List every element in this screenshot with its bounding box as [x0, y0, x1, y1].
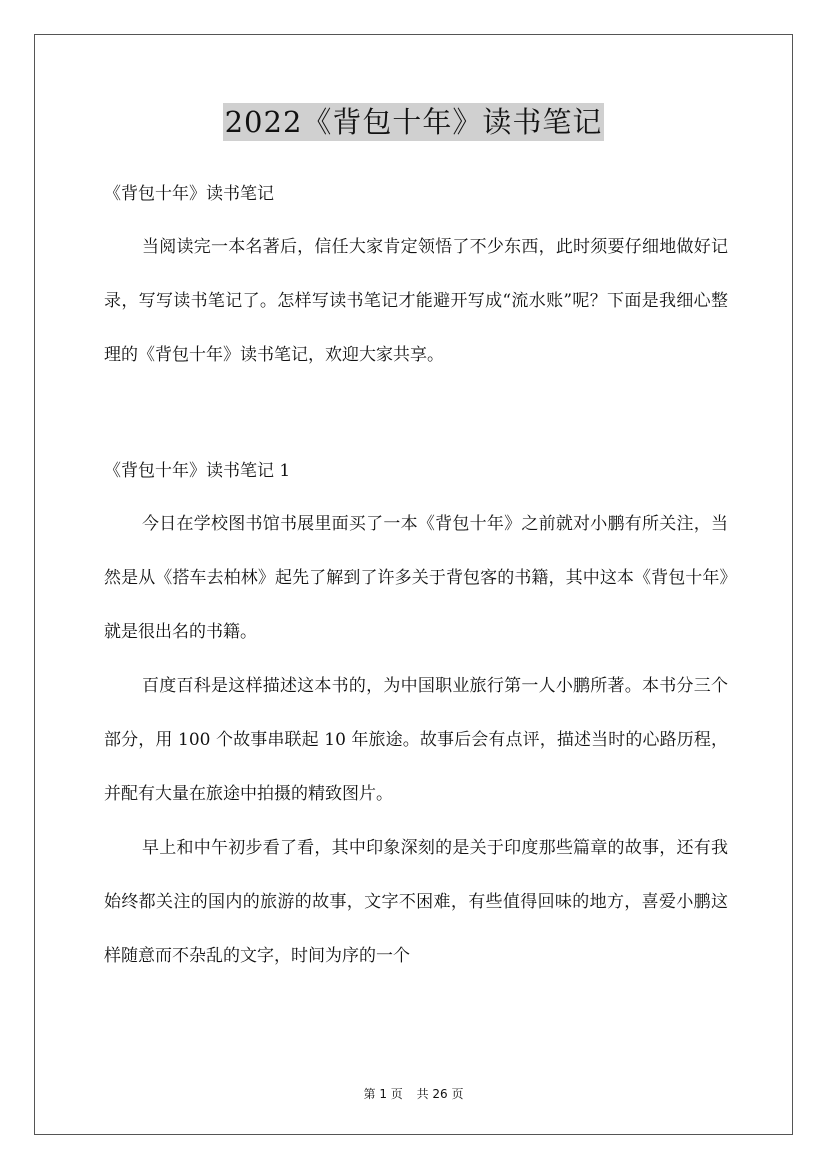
- page-number: 第 1 页: [363, 1087, 403, 1101]
- body-paragraph: 早上和中午初步看了看，其中印象深刻的是关于印度那些篇章的故事，还有我始终都关注的国内的旅游的故事，文字不困难，有些值得回味的地方，喜爱小鹏这样随意而不杂乱的文字，时间为序的一个: [104, 838, 728, 966]
- section-spacer: [104, 382, 728, 442]
- section-heading: 《背包十年》读书笔记 1: [104, 461, 291, 481]
- document-title: [0, 100, 827, 141]
- document-title-text: 2022《背包十年》读书笔记: [224, 105, 603, 139]
- body-paragraph: 今日在学校图书馆书展里面买了一本《背包十年》之前就对小鹏有所关注，当然是从《搭车去柏林》起先了解到了许多关于背包客的书籍，其中这本《背包十年》就是很出名的书籍。: [104, 514, 728, 642]
- intro-heading: 《背包十年》读书笔记: [104, 184, 274, 204]
- page-footer: [0, 1085, 827, 1102]
- document-body: [104, 177, 728, 983]
- page-total: 共 26 页: [416, 1087, 464, 1101]
- intro-paragraph: 当阅读完一本名著后，信任大家肯定领悟了不少东西，此时须要仔细地做好记录，写写读书笔记了。怎样写读书笔记才能避开写成“流水账”呢？下面是我细心整理的《背包十年》读书笔记，欢迎大家共享。: [104, 237, 728, 365]
- body-paragraph: 百度百科是这样描述这本书的，为中国职业旅行第一人小鹏所著。本书分三个部分，用 100 个故事串联起 10 年旅途。故事后会有点评，描述当时的心路历程，并配有大量在旅途中拍摄的精致图片。: [104, 676, 728, 804]
